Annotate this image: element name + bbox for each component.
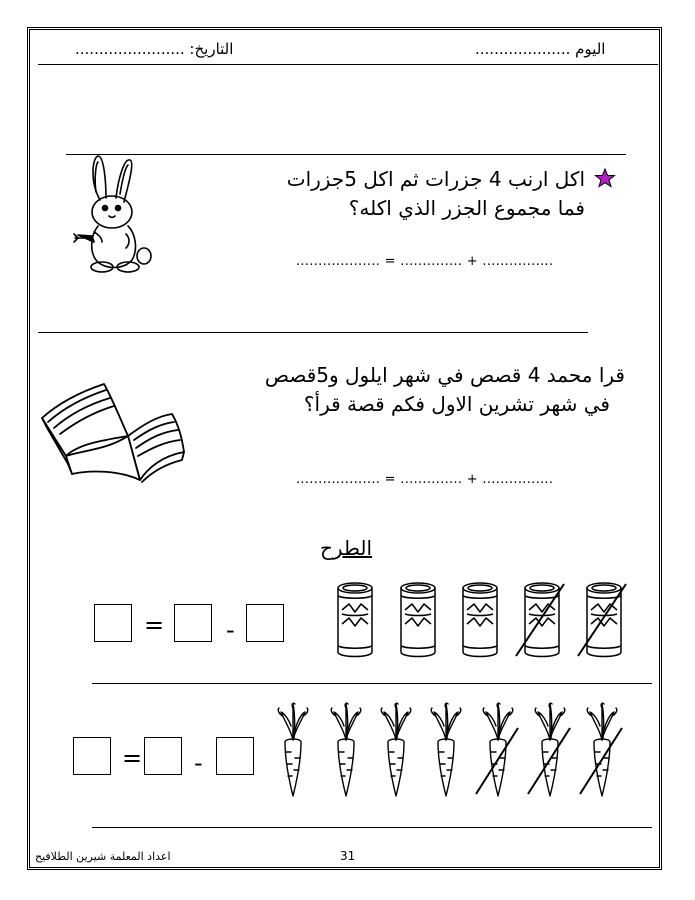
problem2-text-line2: في شهر تشرين الاول فكم قصة قرأ؟ bbox=[303, 392, 610, 416]
problem1-equation: ................... = .............. + ................ bbox=[296, 254, 554, 269]
can-icon bbox=[396, 580, 440, 660]
answer-box-minuend-1[interactable] bbox=[246, 604, 284, 642]
page-number: 31 bbox=[340, 849, 356, 863]
header-divider bbox=[38, 64, 658, 65]
carrot-icon bbox=[376, 700, 416, 800]
can-icon bbox=[333, 580, 377, 660]
section-divider-4 bbox=[92, 827, 652, 828]
star-icon bbox=[594, 168, 616, 188]
answer-box-result-1[interactable] bbox=[94, 604, 132, 642]
carrot-icon-crossed bbox=[478, 700, 518, 800]
carrot-icon bbox=[273, 700, 313, 800]
carrot-icon-crossed bbox=[582, 700, 622, 800]
subtraction-heading: الطرح bbox=[320, 536, 373, 560]
carrot-icon bbox=[326, 700, 366, 800]
equals-sign-2: = bbox=[122, 744, 143, 772]
author-credit: اعداد المعلمة شيرين الطلافيح bbox=[35, 850, 171, 863]
minus-sign-1: - bbox=[226, 616, 235, 644]
answer-box-subtrahend-1[interactable] bbox=[174, 604, 212, 642]
book-icon bbox=[38, 378, 188, 488]
minus-sign-2: - bbox=[194, 749, 203, 777]
rabbit-icon bbox=[72, 152, 162, 277]
problem2-equation: ................... = .............. + ................ bbox=[296, 472, 554, 487]
can-icon-crossed bbox=[520, 580, 564, 660]
answer-box-result-2[interactable] bbox=[73, 737, 111, 775]
answer-box-subtrahend-2[interactable] bbox=[144, 737, 182, 775]
section-divider-2 bbox=[38, 332, 588, 333]
answer-box-minuend-2[interactable] bbox=[216, 737, 254, 775]
problem1-text-line1: اكل ارنب 4 جزرات ثم اكل 5جزرات bbox=[286, 167, 585, 191]
carrot-icon bbox=[426, 700, 466, 800]
date-field: التاريخ: ....................... bbox=[75, 40, 234, 58]
day-field: اليوم .................... bbox=[475, 40, 606, 58]
problem2-text-line1: قرا محمد 4 قصص في شهر ايلول و5قصص bbox=[264, 363, 625, 387]
equals-sign-1: = bbox=[144, 611, 165, 639]
problem1-text-line2: فما مجموع الجزر الذي اكله؟ bbox=[348, 196, 585, 220]
carrot-icon-crossed bbox=[530, 700, 570, 800]
can-icon bbox=[458, 580, 502, 660]
section-divider-3 bbox=[92, 683, 652, 684]
can-icon-crossed bbox=[582, 580, 626, 660]
